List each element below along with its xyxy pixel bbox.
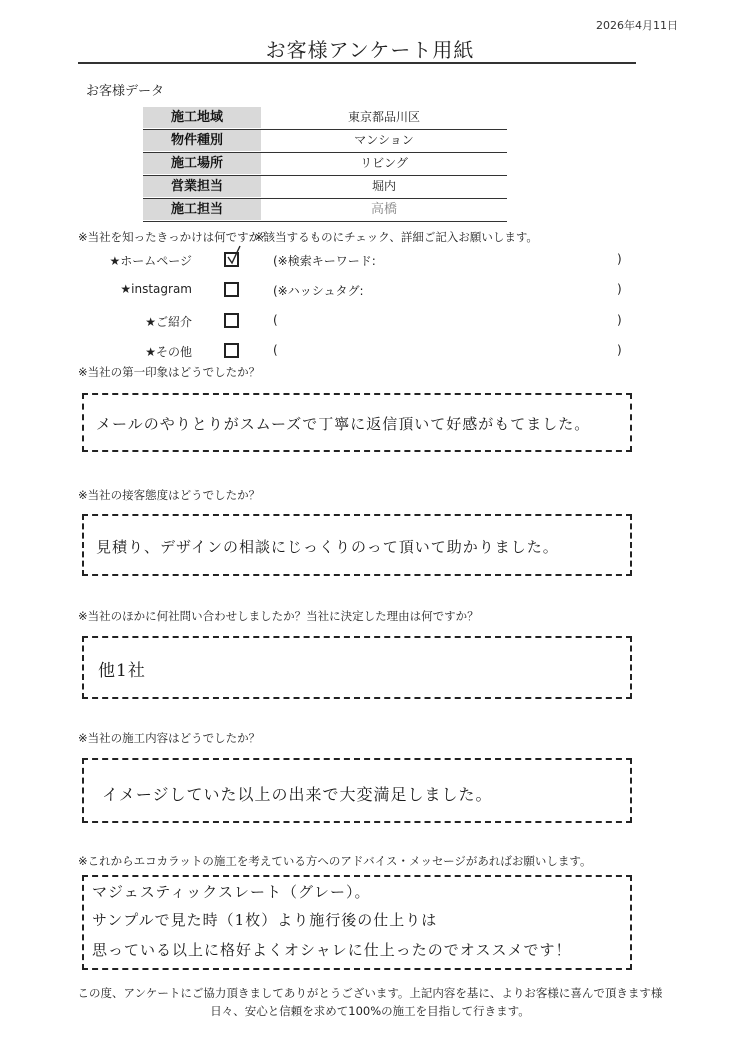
option-checkbox[interactable] [224, 282, 239, 297]
info-row-location [143, 153, 507, 176]
answer-line-2: サンプルで見た時（1枚）より施行後の仕上りは [92, 911, 438, 929]
question-1: ※当社を知ったきっかけは何ですか？ [78, 230, 272, 244]
info-row-property-type [143, 130, 507, 153]
info-value: 堀内 [371, 179, 396, 193]
answer-box-customer-service [82, 514, 632, 576]
answer-box-other-companies [82, 636, 632, 699]
question-1-instruction: ※該当するものにチェック、詳細ご記入お願いします。 [254, 230, 538, 244]
answer-line-1: マジェスティックスレート（グレー）。 [92, 883, 371, 901]
answer-line-3: 思っている以上に格好よくオシャレに仕上ったのでオススメです！ [92, 941, 572, 959]
option-detail: (※ハッシュタグ: [273, 284, 364, 298]
info-label: 施工担当 [143, 199, 261, 220]
option-label: ★instagram [120, 282, 192, 296]
option-close-paren: ) [617, 313, 622, 327]
option-row-referral [0, 311, 740, 333]
option-row-instagram [0, 280, 740, 302]
option-row-homepage [0, 250, 740, 272]
question-3: ※当社の接客態度はどうでしたか？ [78, 488, 261, 502]
info-label: 物件種別 [143, 130, 261, 151]
title-underline [78, 62, 636, 64]
question-4: ※当社のほかに何社問い合わせしましたか？当社に決定した理由は何ですか？ [78, 609, 479, 623]
info-label: 施工地域 [143, 107, 261, 128]
customer-info-table [143, 107, 507, 222]
answer-box-first-impression [82, 393, 632, 452]
footer-line-2: 日々、安心と信頼を求めて100%の施工を目指して行きます。 [210, 1004, 530, 1018]
answer-box-advice [82, 875, 632, 970]
option-detail: ( [273, 343, 278, 357]
customer-data-label: お客様データ [86, 84, 165, 99]
info-row-installer [143, 199, 507, 222]
answer-handwritten: 他1社 [98, 661, 146, 681]
footer-line-1: この度、アンケートにご協力頂きましてありがとうございます。上記内容を基に、よりお客様に喜んで頂きます様 [77, 986, 663, 1000]
check-mark-icon [224, 244, 242, 266]
option-label: ★その他 [145, 345, 192, 359]
question-2: ※当社の第一印象はどうでしたか？ [78, 365, 261, 379]
option-close-paren: ) [617, 282, 622, 296]
question-6: ※これからエコカラットの施工を考えている方へのアドバイス・メッセージがあればお願いします。 [78, 854, 592, 868]
option-detail: (※検索キーワード: [273, 254, 376, 268]
survey-date: 2026年4月11日 [596, 19, 678, 32]
page-title: お客様アンケート用紙 [265, 38, 475, 62]
info-row-sales-rep [143, 176, 507, 199]
info-value: マンション [354, 133, 414, 147]
option-checkbox[interactable] [224, 313, 239, 328]
info-row-area [143, 107, 507, 130]
question-5: ※当社の施工内容はどうでしたか？ [78, 731, 261, 745]
info-value-handwritten: 高橋 [370, 202, 397, 217]
option-row-other [0, 341, 740, 363]
info-label: 営業担当 [143, 176, 261, 197]
option-checkbox[interactable] [224, 343, 239, 358]
answer-box-work-quality [82, 758, 632, 823]
info-value: 東京都品川区 [347, 110, 420, 124]
option-label: ★ご紹介 [145, 315, 192, 329]
option-close-paren: ) [617, 343, 622, 357]
info-value: リビング [360, 156, 408, 170]
option-detail: ( [273, 313, 278, 327]
option-label: ★ホームページ [109, 254, 192, 268]
option-close-paren: ) [617, 252, 622, 266]
answer-handwritten: 見積り、デザインの相談にじっくりのって頂いて助かりました。 [96, 538, 559, 556]
info-label: 施工場所 [143, 153, 261, 174]
answer-handwritten: メールのやりとりがスムーズで丁寧に返信頂いて好感がもてました。 [96, 415, 591, 433]
answer-handwritten: イメージしていた以上の出来で大変満足しました。 [102, 785, 493, 804]
